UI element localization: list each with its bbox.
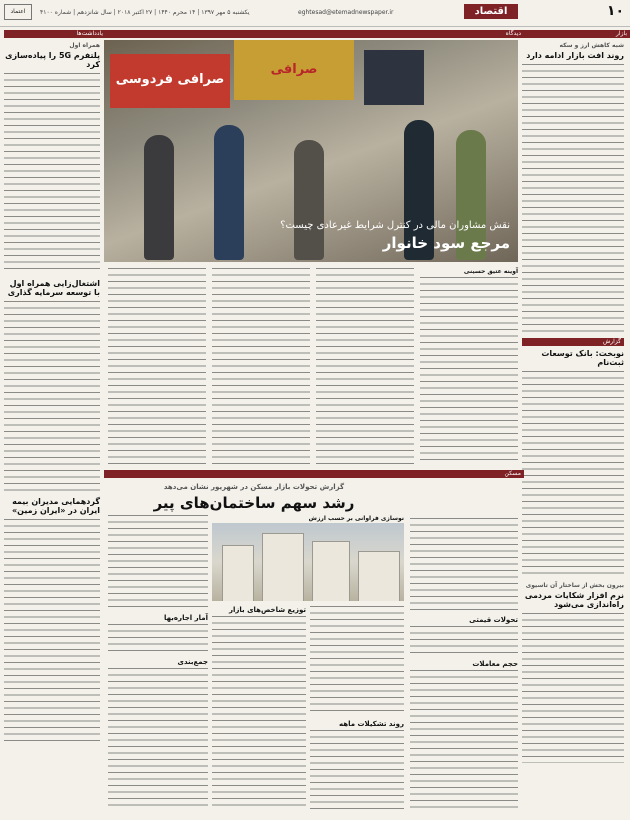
building — [262, 533, 304, 601]
housing-sub-1: نوسازی فراوانی بر حسب ارزش — [308, 515, 404, 522]
bar-right-mid: گزارش — [522, 338, 624, 346]
right-body-text-2 — [522, 371, 624, 576]
right-column — [522, 42, 624, 763]
housing-body-col-4b — [108, 624, 208, 654]
right-kicker: شبه کاهش ارز و سکه — [559, 42, 624, 49]
left-kicker: همراه اول — [69, 42, 100, 49]
right-body-text — [522, 64, 624, 334]
housing-sub-4: حجم معاملات — [472, 660, 518, 668]
main-body-col-2 — [316, 268, 414, 465]
shop-sign-text: صرافی فردوسی — [115, 72, 225, 87]
housing-body-col-1c — [410, 670, 518, 810]
main-body-col-3 — [212, 268, 310, 465]
housing-sub-3: تحولات قیمتی — [469, 616, 518, 624]
housing-body-col-4c — [108, 668, 208, 810]
site-email: eghtesad@etemadnewspaper.ir — [298, 9, 394, 16]
main-subhead: نقش مشاوران مالی در کنترل شرایط غیرعادی چیست؟ — [280, 220, 510, 231]
right-kicker-3: بیرون بخش از ساختار آن تاسیوی — [525, 582, 624, 589]
bar-housing: مسکن — [104, 470, 524, 478]
housing-sub-5: توزیع شاخص‌های بازار — [228, 606, 306, 614]
housing-body-col-1b — [410, 626, 518, 656]
bar-middle: دیدگاه — [104, 30, 524, 38]
shop-sign-text-2: صرافی — [270, 62, 318, 77]
housing-photo — [212, 523, 404, 601]
housing-kicker: گزارش تحولات بازار مسکن در شهریور نشان می‌دهد — [163, 483, 345, 491]
left-column — [4, 42, 100, 744]
housing-body-col-2 — [310, 606, 404, 716]
bar-right: بازار — [522, 30, 630, 38]
housing-sub-6: جمع‌بندی — [177, 658, 208, 666]
left-body-text-3 — [4, 519, 100, 744]
housing-body-col-2b — [310, 730, 404, 810]
left-body-text-2 — [4, 301, 100, 491]
newspaper-logo: اعتماد — [4, 4, 32, 20]
housing-body-col-1 — [410, 518, 518, 613]
building — [312, 541, 350, 601]
housing-sub-7: روند تشکیلات ماهه — [338, 720, 404, 728]
main-byline: آوینه عتیق حسینی — [463, 268, 518, 275]
housing-sub-2: آمار اجاره‌بها — [164, 614, 208, 622]
housing-headline: رشد سهم ساختمان‌های پیر — [153, 494, 355, 512]
left-title-2: اشتغال‌زایی همراه اول با توسعه سرمایه گذاری — [7, 279, 100, 297]
page-number: ۱۰ — [606, 3, 624, 19]
shop-sign-yellow — [234, 40, 354, 100]
left-body-text — [4, 73, 100, 273]
date-line: یکشنبه ۵ مهر ۱۳۹۷ | ۱۴ محرم ۱۴۴۰ | ۲۷ اکتبر ۲۰۱۸ | سال شانزدهم | شماره ۴۱۰۰ — [40, 9, 250, 16]
right-title-3: نرم‌ افزار شکایات مردمی راه‌اندازی می‌شود — [524, 591, 624, 609]
bar-left: یادداشت‌ها — [4, 30, 106, 38]
main-body-col-4 — [108, 268, 206, 465]
shop-window — [364, 50, 424, 105]
building — [222, 545, 254, 601]
left-title-3: گردهمایی مدیران بیمه ایران در «ایران زمین» — [11, 497, 100, 515]
right-title-2: نوبخت: بانک توسعات ثبت‌نام — [541, 349, 624, 367]
section-label: اقتصاد — [464, 4, 518, 19]
right-body-text-3 — [522, 613, 624, 763]
main-headline: مرجع سود خانوار — [382, 234, 510, 252]
housing-body-col-4 — [108, 515, 208, 610]
main-body-col-1 — [420, 277, 518, 465]
left-title: پلتفرم 5G را پیاده‌سازی کرد — [5, 51, 100, 69]
right-title: روند افت بازار ادامه دارد — [526, 51, 624, 60]
housing-body-col-3 — [212, 616, 306, 810]
building — [358, 551, 400, 601]
shop-sign-red — [110, 54, 230, 108]
